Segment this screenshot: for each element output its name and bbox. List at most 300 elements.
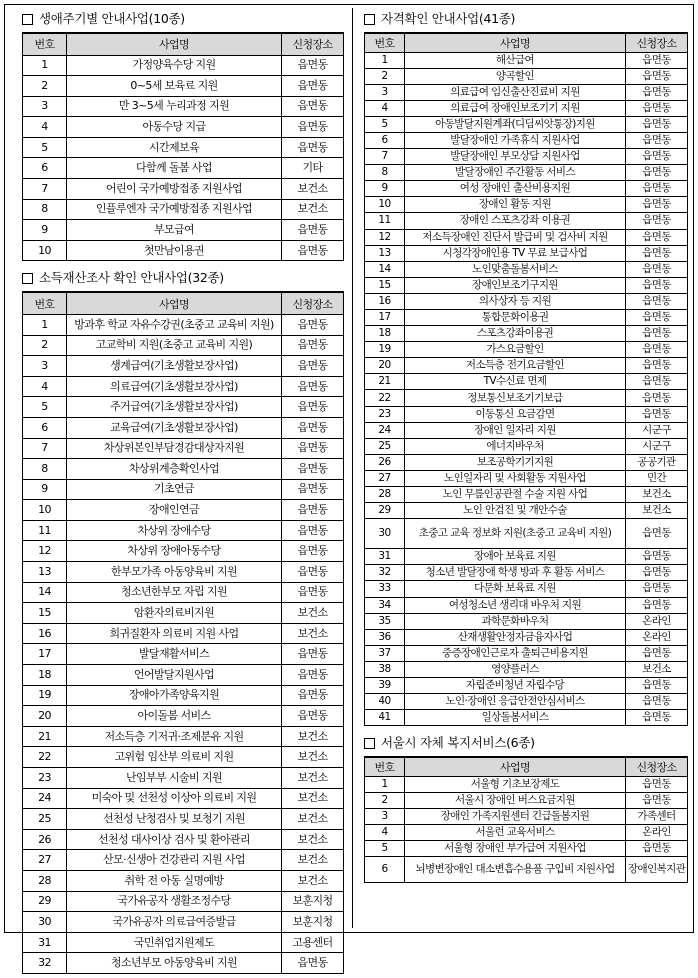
cell-program-name: 암환자의료비지원: [67, 603, 282, 624]
cell-number: 19: [365, 342, 405, 358]
cell-number: 10: [23, 240, 67, 261]
cell-program-name: 과학문화바우처: [405, 613, 626, 629]
cell-number: 5: [365, 116, 405, 132]
cell-program-name: 장애인보조기구지원: [405, 277, 626, 293]
cell-number: 28: [365, 487, 405, 503]
cell-application-place: 보훈지청: [282, 891, 344, 912]
cell-number: 15: [23, 603, 67, 624]
table-row: [23, 479, 344, 500]
cell-program-name: 청소년부모 아동양육비 지원: [67, 953, 282, 974]
table-row: [365, 808, 688, 824]
table-income: [22, 291, 344, 974]
cell-program-name: 보조공학기기지원: [405, 454, 626, 470]
header-number: 번호: [23, 33, 67, 55]
cell-application-place: 읍면동: [626, 841, 688, 857]
cell-program-name: 여성 장애인 출산비용지원: [405, 181, 626, 197]
table-row: [365, 181, 688, 197]
cell-application-place: 읍면동: [626, 597, 688, 613]
cell-number: 16: [23, 623, 67, 644]
table-row: [365, 549, 688, 565]
table-row: [365, 677, 688, 693]
table-row: [23, 685, 344, 706]
cell-program-name: 방과후 학교 자유수강권(초중고 교육비 지원): [67, 314, 282, 335]
cell-program-name: 차상위 장애수당: [67, 520, 282, 541]
cell-number: 9: [365, 181, 405, 197]
table-row: [365, 342, 688, 358]
cell-application-place: 보건소: [282, 829, 344, 850]
table-row: [365, 165, 688, 181]
cell-program-name: 발달장애인 가족휴식 지원사업: [405, 132, 626, 148]
cell-number: 1: [365, 776, 405, 792]
cell-number: 7: [23, 438, 67, 459]
cell-number: 12: [23, 541, 67, 562]
cell-program-name: 서울런 교육서비스: [405, 825, 626, 841]
table-row: [23, 582, 344, 603]
table-row: [365, 565, 688, 581]
cell-application-place: 읍면동: [626, 100, 688, 116]
table-row: [365, 629, 688, 645]
cell-number: 26: [23, 829, 67, 850]
cell-number: 3: [23, 96, 67, 117]
table-row: [23, 459, 344, 480]
cell-program-name: 노인·장애인 응급안전안심서비스: [405, 694, 626, 710]
cell-number: 25: [23, 809, 67, 830]
table-row: [23, 870, 344, 891]
table-row: [365, 694, 688, 710]
table-row: [23, 438, 344, 459]
table-row: [365, 245, 688, 261]
cell-program-name: 노인맞춤돌봄서비스: [405, 261, 626, 277]
cell-number: 4: [365, 825, 405, 841]
left-column: [22, 6, 344, 978]
cell-application-place: 읍면동: [282, 356, 344, 377]
table-row: [23, 726, 344, 747]
cell-application-place: 읍면동: [282, 314, 344, 335]
table-row: [23, 199, 344, 220]
table-row: [365, 358, 688, 374]
cell-number: 5: [23, 397, 67, 418]
header-application-place: 신청장소: [282, 33, 344, 55]
cell-program-name: 차상위계층확인사업: [67, 459, 282, 480]
cell-program-name: 한부모가족 아동양육비 지원: [67, 562, 282, 583]
cell-application-place: 장애인복지관: [626, 857, 688, 883]
cell-number: 13: [23, 562, 67, 583]
cell-number: 16: [365, 293, 405, 309]
header-number: 번호: [23, 292, 67, 314]
cell-number: 32: [365, 565, 405, 581]
cell-application-place: 가족센터: [626, 808, 688, 824]
cell-application-place: 읍면동: [282, 240, 344, 261]
header-number: 번호: [365, 757, 405, 776]
cell-program-name: 국민취업지원제도: [67, 932, 282, 953]
cell-program-name: 다함께 돌봄 사업: [67, 158, 282, 179]
cell-application-place: 읍면동: [282, 335, 344, 356]
cell-application-place: 읍면동: [626, 549, 688, 565]
checkbox-square-icon: [22, 273, 33, 284]
cell-number: 9: [23, 220, 67, 241]
table-row: [365, 825, 688, 841]
table-lifecycle: [22, 32, 344, 261]
cell-program-name: 시간제보육: [67, 137, 282, 158]
cell-application-place: 읍면동: [626, 565, 688, 581]
cell-application-place: 읍면동: [626, 390, 688, 406]
section-title-qualification: 자격확인 안내사업(41종): [364, 6, 688, 32]
cell-application-place: 공공기관: [626, 454, 688, 470]
cell-number: 33: [365, 581, 405, 597]
cell-application-place: 읍면동: [282, 137, 344, 158]
cell-application-place: 읍면동: [626, 52, 688, 68]
table-row: [23, 76, 344, 97]
checkbox-square-icon: [364, 738, 375, 749]
cell-application-place: 보건소: [282, 747, 344, 768]
cell-application-place: 읍면동: [282, 55, 344, 76]
cell-program-name: 미숙아 및 선천성 이상아 의료비 지원: [67, 788, 282, 809]
table-row: [365, 149, 688, 165]
cell-program-name: 장애아 보육료 지원: [405, 549, 626, 565]
cell-application-place: 민간: [626, 470, 688, 486]
cell-program-name: 여성청소년 생리대 바우처 지원: [405, 597, 626, 613]
cell-program-name: 통합문화이용권: [405, 310, 626, 326]
cell-number: 11: [365, 213, 405, 229]
cell-program-name: 선천성 대사이상 검사 및 환아관리: [67, 829, 282, 850]
cell-program-name: 부모급여: [67, 220, 282, 241]
table-row: [23, 356, 344, 377]
cell-program-name: TV수신료 면제: [405, 374, 626, 390]
cell-program-name: 노인 안검진 및 개안수술: [405, 503, 626, 519]
table-row: [365, 487, 688, 503]
table-row: [23, 623, 344, 644]
cell-number: 40: [365, 694, 405, 710]
cell-number: 9: [23, 479, 67, 500]
cell-program-name: 생계급여(기초생활보장사업): [67, 356, 282, 377]
cell-program-name: 정보통신보조기기보급: [405, 390, 626, 406]
cell-program-name: 노인일자리 및 사회활동 지원사업: [405, 470, 626, 486]
cell-program-name: 저소득장애인 진단서 발급비 및 검사비 지원: [405, 229, 626, 245]
cell-program-name: 청소년 발달장애 학생 방과 후 활동 서비스: [405, 565, 626, 581]
cell-program-name: 고교학비 지원(초중고 교육비 지원): [67, 335, 282, 356]
table-row: [23, 220, 344, 241]
cell-number: 27: [23, 850, 67, 871]
cell-application-place: 읍면동: [282, 706, 344, 727]
table-row: [23, 335, 344, 356]
cell-program-name: 장애인연금: [67, 500, 282, 521]
table-row: [365, 613, 688, 629]
table-row: [365, 503, 688, 519]
table-row: [365, 710, 688, 726]
cell-number: 28: [23, 870, 67, 891]
table-row: [23, 158, 344, 179]
header-program-name: 사업명: [405, 33, 626, 52]
cell-number: 36: [365, 629, 405, 645]
section-title-seoul: 서울시 자체 복지서비스(6종): [364, 730, 688, 756]
cell-application-place: 읍면동: [626, 213, 688, 229]
table-row: [365, 597, 688, 613]
table-row: [23, 55, 344, 76]
cell-number: 8: [23, 459, 67, 480]
table-row: [365, 776, 688, 792]
cell-number: 14: [23, 582, 67, 603]
table-row: [23, 932, 344, 953]
cell-application-place: 보건소: [282, 870, 344, 891]
cell-application-place: 읍면동: [282, 953, 344, 974]
cell-application-place: 읍면동: [626, 792, 688, 808]
cell-number: 2: [23, 76, 67, 97]
cell-application-place: 읍면동: [626, 519, 688, 549]
table-row: [23, 137, 344, 158]
cell-program-name: 스포츠강좌이용권: [405, 326, 626, 342]
header-number: 번호: [365, 33, 405, 52]
cell-number: 24: [365, 422, 405, 438]
section-title-lifecycle: 생애주기별 안내사업(10종): [22, 6, 344, 32]
cell-number: 17: [23, 644, 67, 665]
header-application-place: 신청장소: [626, 757, 688, 776]
cell-application-place: 읍면동: [626, 277, 688, 293]
table-row: [23, 644, 344, 665]
cell-program-name: 첫만남이용권: [67, 240, 282, 261]
cell-application-place: 읍면동: [282, 117, 344, 138]
cell-number: 3: [365, 808, 405, 824]
cell-number: 3: [365, 84, 405, 100]
cell-number: 6: [23, 158, 67, 179]
table-row: [23, 397, 344, 418]
table-row: [23, 96, 344, 117]
cell-program-name: 의료급여 장애인보조기기 지원: [405, 100, 626, 116]
cell-program-name: 장애인 가족지원센터 긴급돌봄지원: [405, 808, 626, 824]
cell-program-name: 차상위본인부담경감대상자지원: [67, 438, 282, 459]
table-row: [365, 661, 688, 677]
cell-program-name: 만 3~5세 누리과정 지원: [67, 96, 282, 117]
header-program-name: 사업명: [67, 292, 282, 314]
cell-number: 27: [365, 470, 405, 486]
cell-number: 24: [23, 788, 67, 809]
cell-number: 22: [365, 390, 405, 406]
cell-application-place: 읍면동: [626, 310, 688, 326]
table-row: [365, 792, 688, 808]
cell-application-place: 읍면동: [626, 710, 688, 726]
cell-number: 14: [365, 261, 405, 277]
table-row: [23, 541, 344, 562]
cell-program-name: 어린이 국가예방접종 지원사업: [67, 179, 282, 200]
cell-program-name: 장애아가족양육지원: [67, 685, 282, 706]
cell-program-name: 산재생활안정자금융자사업: [405, 629, 626, 645]
checkbox-square-icon: [364, 14, 375, 25]
cell-number: 12: [365, 229, 405, 245]
cell-program-name: 의료급여 임신출산진료비 지원: [405, 84, 626, 100]
table-row: [365, 229, 688, 245]
cell-application-place: 읍면동: [626, 776, 688, 792]
cell-number: 4: [365, 100, 405, 116]
cell-application-place: 읍면동: [626, 84, 688, 100]
table-row: [365, 213, 688, 229]
cell-number: 17: [365, 310, 405, 326]
cell-application-place: 읍면동: [626, 406, 688, 422]
table-row: [23, 179, 344, 200]
cell-number: 4: [23, 117, 67, 138]
table-row: [23, 520, 344, 541]
table-row: [365, 645, 688, 661]
cell-application-place: 읍면동: [626, 165, 688, 181]
cell-application-place: 보건소: [282, 199, 344, 220]
table-row: [365, 519, 688, 549]
cell-program-name: 시청각장애인용 TV 무료 보급사업: [405, 245, 626, 261]
table-row: [365, 132, 688, 148]
table-row: [23, 240, 344, 261]
table-row: [23, 665, 344, 686]
table-row: [23, 912, 344, 933]
cell-program-name: 인플루엔자 국가예방접종 지원사업: [67, 199, 282, 220]
cell-number: 10: [23, 500, 67, 521]
header-program-name: 사업명: [405, 757, 626, 776]
cell-application-place: 읍면동: [282, 220, 344, 241]
cell-program-name: 선천성 난청검사 및 보청기 지원: [67, 809, 282, 830]
cell-application-place: 읍면동: [282, 685, 344, 706]
cell-application-place: 읍면동: [282, 562, 344, 583]
cell-application-place: 읍면동: [282, 500, 344, 521]
cell-program-name: 일상돌봄서비스: [405, 710, 626, 726]
cell-application-place: 온라인: [626, 825, 688, 841]
cell-application-place: 읍면동: [626, 197, 688, 213]
cell-program-name: 영양플러스: [405, 661, 626, 677]
table-row: [365, 581, 688, 597]
cell-program-name: 아이돌봄 서비스: [67, 706, 282, 727]
cell-application-place: 보건소: [282, 603, 344, 624]
cell-number: 10: [365, 197, 405, 213]
cell-application-place: 읍면동: [282, 665, 344, 686]
cell-program-name: 발달재활서비스: [67, 644, 282, 665]
table-row: [365, 326, 688, 342]
cell-program-name: 장애인 일자리 지원: [405, 422, 626, 438]
cell-application-place: 읍면동: [626, 645, 688, 661]
table-row: [365, 454, 688, 470]
cell-application-place: 읍면동: [282, 397, 344, 418]
cell-application-place: 읍면동: [282, 520, 344, 541]
cell-program-name: 산모·신생아 건강관리 지원 사업: [67, 850, 282, 871]
cell-program-name: 0~5세 보육료 지원: [67, 76, 282, 97]
cell-number: 1: [23, 314, 67, 335]
cell-number: 37: [365, 645, 405, 661]
table-row: [23, 891, 344, 912]
table-row: [23, 314, 344, 335]
cell-application-place: 읍면동: [626, 358, 688, 374]
cell-application-place: 시군구: [626, 422, 688, 438]
table-row: [365, 52, 688, 68]
cell-application-place: 기타: [282, 158, 344, 179]
cell-application-place: 읍면동: [626, 374, 688, 390]
cell-application-place: 읍면동: [626, 116, 688, 132]
cell-number: 5: [365, 841, 405, 857]
cell-number: 3: [23, 356, 67, 377]
cell-application-place: 보건소: [282, 850, 344, 871]
cell-application-place: 읍면동: [626, 149, 688, 165]
cell-program-name: 희귀질환자 의료비 지원 사업: [67, 623, 282, 644]
cell-program-name: 취학 전 아동 실명예방: [67, 870, 282, 891]
cell-program-name: 가정양육수당 지원: [67, 55, 282, 76]
table-row: [23, 809, 344, 830]
table-row: [23, 376, 344, 397]
cell-application-place: 보건소: [626, 661, 688, 677]
cell-number: 2: [365, 68, 405, 84]
cell-number: 8: [365, 165, 405, 181]
table-row: [365, 84, 688, 100]
table-row: [365, 841, 688, 857]
cell-application-place: 읍면동: [626, 245, 688, 261]
cell-application-place: 고용센터: [282, 932, 344, 953]
cell-application-place: 시군구: [626, 438, 688, 454]
cell-number: 31: [365, 549, 405, 565]
cell-program-name: 해산급여: [405, 52, 626, 68]
cell-number: 18: [23, 665, 67, 686]
cell-application-place: 읍면동: [626, 229, 688, 245]
cell-program-name: 저소득층 기저귀·조제분유 지원: [67, 726, 282, 747]
cell-application-place: 온라인: [626, 629, 688, 645]
table-row: [23, 829, 344, 850]
cell-application-place: 읍면동: [626, 581, 688, 597]
table-row: [23, 953, 344, 974]
cell-number: 41: [365, 710, 405, 726]
cell-number: 34: [365, 597, 405, 613]
cell-number: 39: [365, 677, 405, 693]
cell-application-place: 보건소: [282, 768, 344, 789]
cell-program-name: 난임부부 시술비 지원: [67, 768, 282, 789]
cell-program-name: 저소득층 전기요금할인: [405, 358, 626, 374]
cell-application-place: 읍면동: [282, 459, 344, 480]
cell-application-place: 읍면동: [282, 582, 344, 603]
cell-number: 26: [365, 454, 405, 470]
table-row: [365, 116, 688, 132]
cell-application-place: 보건소: [282, 623, 344, 644]
cell-program-name: 청소년한부모 자립 지원: [67, 582, 282, 603]
cell-number: 29: [365, 503, 405, 519]
table-row: [365, 68, 688, 84]
cell-program-name: 자립준비청년 자립수당: [405, 677, 626, 693]
cell-program-name: 가스요금할인: [405, 342, 626, 358]
cell-number: 1: [23, 55, 67, 76]
cell-application-place: 읍면동: [626, 694, 688, 710]
cell-application-place: 읍면동: [626, 261, 688, 277]
table-row: [23, 706, 344, 727]
cell-program-name: 언어발달지원사업: [67, 665, 282, 686]
cell-number: 4: [23, 376, 67, 397]
cell-number: 2: [23, 335, 67, 356]
table-seoul: [364, 756, 688, 883]
table-row: [365, 374, 688, 390]
table-row: [23, 768, 344, 789]
cell-application-place: 읍면동: [626, 677, 688, 693]
cell-program-name: 장애인 활동 지원: [405, 197, 626, 213]
cell-program-name: 국가유공자 의료급여증발급: [67, 912, 282, 933]
cell-program-name: 발달장애인 부모상담 지원사업: [405, 149, 626, 165]
cell-application-place: 읍면동: [282, 96, 344, 117]
table-row: [365, 390, 688, 406]
table-row: [365, 310, 688, 326]
table-row: [23, 500, 344, 521]
table-row: [23, 747, 344, 768]
cell-program-name: 중증장애인근로자 출퇴근비용지원: [405, 645, 626, 661]
table-row: [365, 857, 688, 883]
cell-number: 21: [23, 726, 67, 747]
cell-number: 32: [23, 953, 67, 974]
table-row: [365, 422, 688, 438]
cell-number: 18: [365, 326, 405, 342]
table-row: [23, 417, 344, 438]
cell-program-name: 차상위 장애아동수당: [67, 541, 282, 562]
cell-application-place: 읍면동: [282, 76, 344, 97]
cell-number: 21: [365, 374, 405, 390]
cell-program-name: 서울시 장애인 버스요금지원: [405, 792, 626, 808]
cell-application-place: 읍면동: [282, 438, 344, 459]
table-row: [23, 603, 344, 624]
cell-program-name: 아동발달지원계좌(디딤씨앗통장)지원: [405, 116, 626, 132]
